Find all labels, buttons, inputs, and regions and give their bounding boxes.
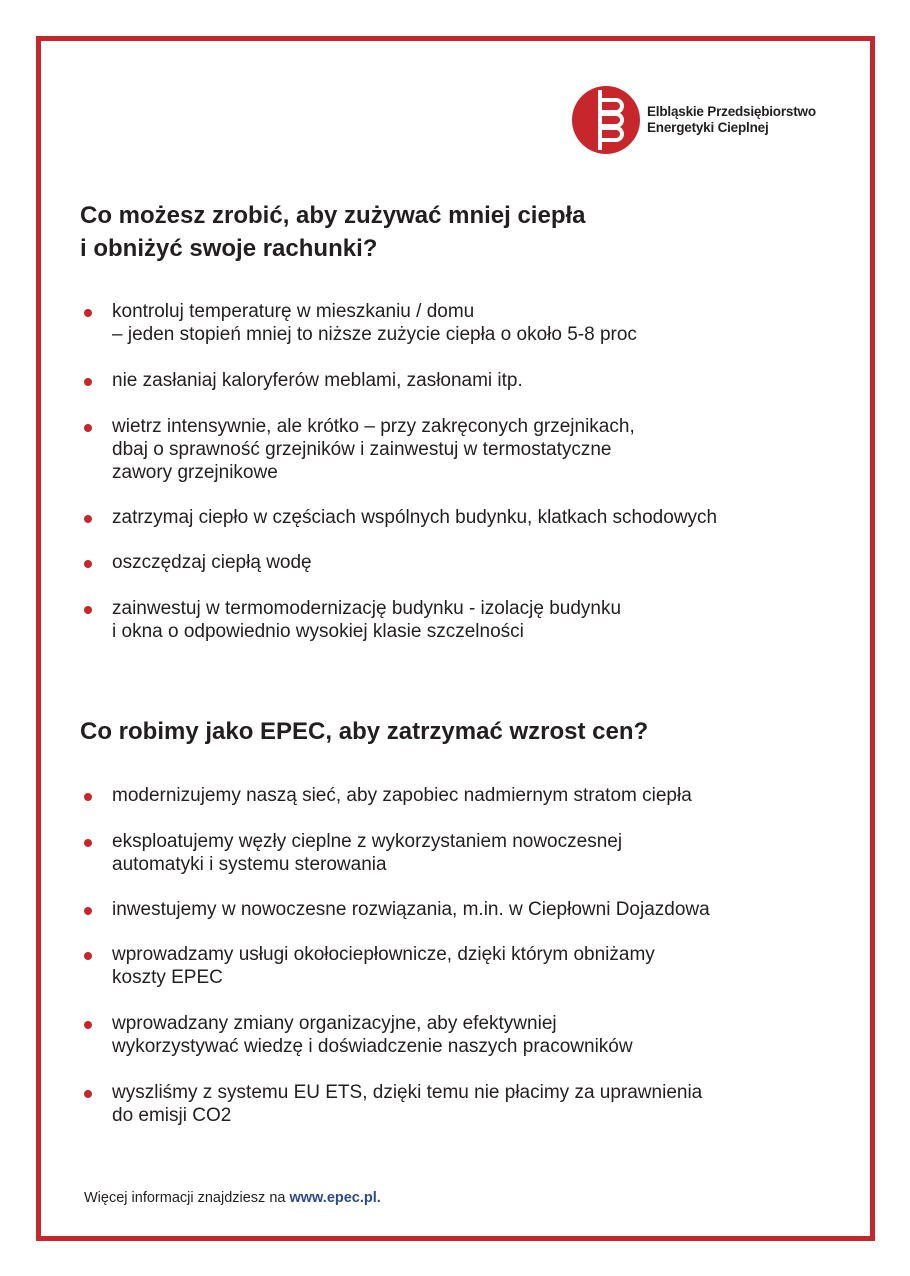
section2-heading: Co robimy jako EPEC, aby zatrzymać wzrost cen? — [80, 718, 649, 745]
list-item: inwestujemy w nowoczesne rozwiązania, m.in. w Ciepłowni Dojazdowa — [80, 898, 840, 921]
section1-heading: Co możesz zrobić, aby zużywać mniej ciepła i obniżyć swoje rachunki? — [80, 202, 586, 262]
list-item: modernizujemy naszą sieć, aby zapobiec nadmiernym stratom ciepła — [80, 784, 840, 807]
bullet-icon — [84, 1021, 92, 1029]
actions-list — [80, 784, 840, 1127]
bullet-icon — [84, 378, 92, 386]
bullet-icon — [84, 560, 92, 568]
list-item: wprowadzany zmiany organizacyjne, aby efektywniej wykorzystywać wiedzę i doświadczenie naszych pracowników — [80, 1012, 840, 1058]
bullet-icon — [84, 907, 92, 915]
tips-list — [80, 300, 840, 643]
bullet-icon — [84, 606, 92, 614]
footer-note — [84, 1188, 381, 1208]
bullet-icon — [84, 952, 92, 960]
bullet-icon — [84, 793, 92, 801]
bullet-icon — [84, 515, 92, 523]
list-item: nie zasłaniaj kaloryferów meblami, zasłonami itp. — [80, 369, 840, 392]
company-name-line2: Energetyki Cieplnej — [647, 120, 769, 135]
list-item: oszczędzaj ciepłą wodę — [80, 551, 840, 574]
footer-text: Więcej informacji znajdziesz na — [84, 1190, 290, 1206]
bullet-icon — [84, 1090, 92, 1098]
company-logo — [572, 86, 816, 154]
list-item: kontroluj temperaturę w mieszkaniu / domu – jeden stopień mniej to niższe zużycie ciepła o około 5-8 proc — [80, 300, 840, 346]
bullet-icon — [84, 424, 92, 432]
bullet-icon — [84, 309, 92, 317]
epec-logo-icon — [572, 86, 640, 154]
website-link[interactable]: www.epec.pl. — [289, 1190, 381, 1206]
company-name-line1: Elbląskie Przedsiębiorstwo — [647, 104, 816, 119]
list-item: eksploatujemy węzły cieplne z wykorzystaniem nowoczesnej automatyki i systemu sterowania — [80, 830, 840, 876]
bullet-icon — [84, 839, 92, 847]
list-item: zainwestuj w termomodernizację budynku - izolację budynku i okna o odpowiednio wysokiej klasie szczelności — [80, 597, 840, 643]
list-item: zatrzymaj ciepło w częściach wspólnych budynku, klatkach schodowych — [80, 506, 840, 529]
list-item: wyszliśmy z systemu EU ETS, dzięki temu nie płacimy za uprawnienia do emisji CO2 — [80, 1081, 840, 1127]
list-item: wprowadzamy usługi okołociepłownicze, dzięki którym obniżamy koszty EPEC — [80, 943, 840, 989]
list-item: wietrz intensywnie, ale krótko – przy zakręconych grzejnikach, dbaj o sprawność grzejników i zainwestuj w termostatyczne zawory grzejnikowe — [80, 415, 840, 484]
company-name — [647, 104, 816, 136]
